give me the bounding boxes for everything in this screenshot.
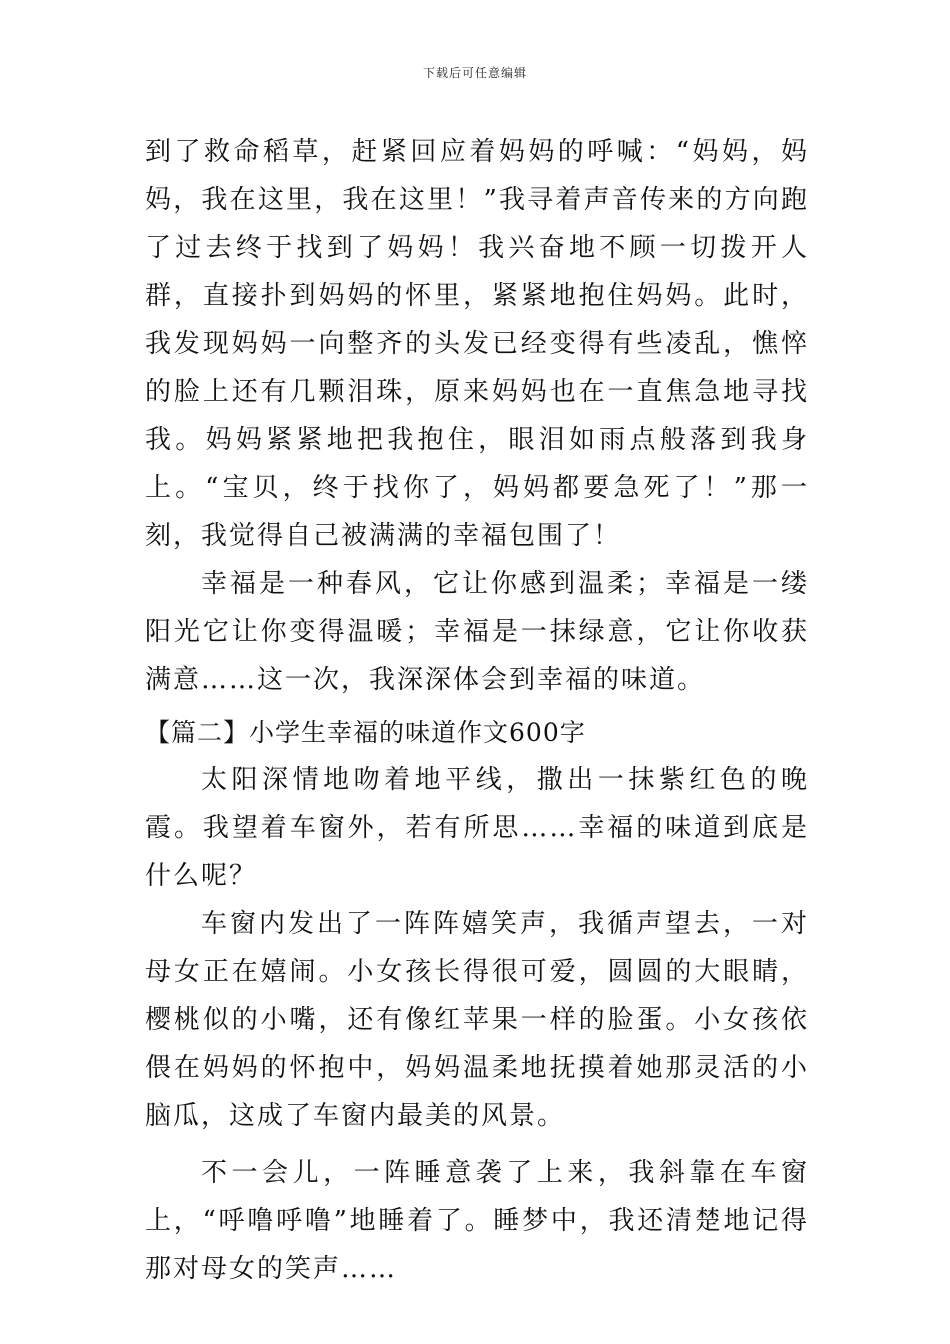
section-paragraph-2: 车窗内发出了一阵阵嬉笑声，我循声望去，一对母女正在嬉闹。小女孩长得很可爱，圆圆的大眼睛，樱桃似的小嘴，还有像红苹果一样的脸蛋。小女孩依偎在妈妈的怀抱中，妈妈温柔地抚摸着她那灵活的小脑瓜，这成了车窗内最美的风景。 bbox=[145, 909, 809, 1131]
section-heading: 【篇二】小学生幸福的味道作文600字 bbox=[145, 718, 586, 747]
document-body bbox=[145, 128, 809, 1293]
section-paragraph-3: 不一会儿，一阵睡意袭了上来，我斜靠在车窗上，“呼噜呼噜”地睡着了。睡梦中，我还清楚地记得那对母女的笑声…… bbox=[145, 1158, 809, 1284]
paragraph-conclusion: 幸福是一种春风，它让你感到温柔；幸福是一缕阳光它让你变得温暖；幸福是一抹绿意，它让你收获满意……这一次，我深深体会到幸福的味道。 bbox=[145, 569, 809, 695]
paragraph-continuation: 到了救命稻草，赶紧回应着妈妈的呼喊：“妈妈，妈妈，我在这里，我在这里！”我寻着声音传来的方向跑了过去终于找到了妈妈！我兴奋地不顾一切拨开人群，直接扑到妈妈的怀里，紧紧地抱住妈妈。此时，我发现妈妈一向整齐的头发已经变得有些凌乱，憔悴的脸上还有几颗泪珠，原来妈妈也在一直焦急地寻找我。妈妈紧紧地把我抱住，眼泪如雨点般落到我身上。“宝贝，终于找你了，妈妈都要急死了！”那一刻，我觉得自己被满满的幸福包围了！ bbox=[145, 137, 809, 551]
section-paragraph-1: 太阳深情地吻着地平线，撒出一抹紫红色的晚霞。我望着车窗外，若有所思……幸福的味道到底是什么呢？ bbox=[145, 765, 809, 891]
page-header-caption: 下载后可任意编辑 bbox=[422, 66, 527, 80]
